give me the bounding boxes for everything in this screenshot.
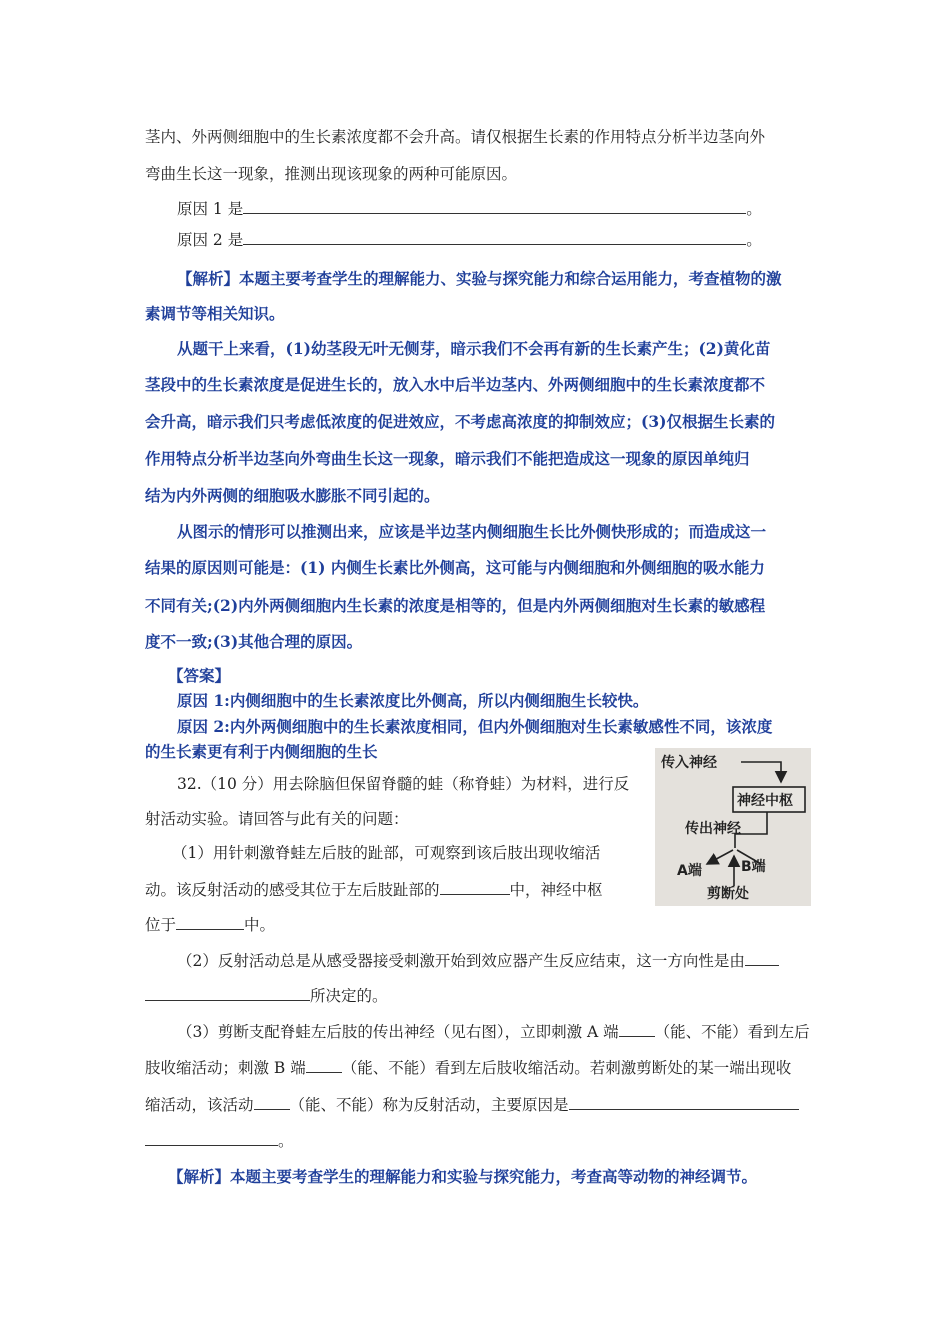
question-line [145,914,275,936]
period: 。 [746,231,762,249]
answer-line: 原因 2:内外两侧细胞中的生长素浓度相同，但内外侧细胞对生长素敏感性不同，该浓度 [177,717,773,736]
reason-2-label: 原因 2 是 [177,231,244,249]
analysis-line: 作用特点分析半边茎向外弯曲生长这一现象，暗示我们不能把造成这一现象的原因单纯归 [145,449,750,468]
answer-blank [243,229,746,245]
answer-line: 原因 1:内侧细胞中的生长素浓度比外侧高，所以内侧细胞生长较快。 [177,691,649,710]
question-line [145,879,603,901]
text: （2）反射活动总是从感受器接受刺激开始到效应器产生反应结束，这一方向性是由 [177,952,745,970]
answer-heading: 【答案】 [168,666,231,685]
analysis-line: 【解析】本题主要考查学生的理解能力和实验与探究能力，考查高等动物的神经调节。 [168,1167,758,1186]
text: 中。 [244,916,276,934]
line: 弯曲生长这一现象，推测出现该现象的两种可能原因。 [145,165,518,183]
reflex-arc-diagram [655,748,811,906]
question-line: 射活动实验。请回答与此有关的问题： [145,810,409,828]
line: 茎内、外两侧细胞中的生长素浓度都不会升高。请仅根据生长素的作用特点分析半边茎向外 [145,128,766,146]
analysis-line: 素调节等相关知识。 [145,304,285,323]
text: 。 [278,1132,294,1150]
question-line: （1）用针刺激脊蛙左后肢的趾部，可观察到该后肢出现收缩活 [172,844,601,862]
answer-blank [745,950,779,966]
text: （能、不能）看到左后 [654,1023,810,1041]
analysis-line: 从图示的情形可以推测出来，应该是半边茎内侧细胞生长比外侧快形成的；而造成这一 [177,522,767,541]
reason-1-label: 原因 1 是 [177,200,244,218]
question-line [145,985,388,1007]
answer-blank [569,1094,799,1110]
efferent-nerve-label: 传出神经 [685,821,741,837]
analysis-line: 不同有关;(2)内外两侧细胞内生长素的浓度是相等的，但是内外两侧细胞对生长素的敏感程 [145,596,766,615]
analysis-line: 从题干上来看，(1)幼茎段无叶无侧芽，暗示我们不会再有新的生长素产生；(2)黄化苗 [177,339,771,358]
cut-point-label: 剪断处 [707,886,749,902]
question-line [145,1057,791,1079]
reason-1-line [177,198,762,220]
text: （3）剪断支配脊蛙左后肢的传出神经（见右图），立即刺激 A 端 [177,1023,619,1041]
question-line: 32.（10 分）用去除脑但保留脊髓的蛙（称脊蛙）为材料，进行反 [177,775,630,793]
text: 肢收缩活动；刺激 B 端 [145,1059,306,1077]
text: 位于 [145,916,177,934]
analysis-line: 茎段中的生长素浓度是促进生长的，放入水中后半边茎内、外两侧细胞中的生长素浓度都不 [145,375,766,394]
text: （能、不能）看到左后肢收缩活动。若刺激剪断处的某一端出现收 [341,1059,792,1077]
answer-blank [306,1057,342,1073]
end-a-label: A端 [677,863,702,879]
analysis-line: 【解析】本题主要考查学生的理解能力、实验与探究能力和综合运用能力，考查植物的激 [177,269,782,288]
answer-line: 的生长素更有利于内侧细胞的生长 [145,742,378,761]
text: 缩活动，该活动 [145,1096,254,1114]
answer-blank [145,985,310,1001]
answer-blank [243,198,746,214]
end-b-label: B端 [741,859,766,875]
answer-blank [176,914,244,930]
nerve-center-label: 神经中枢 [737,793,793,809]
text: （能、不能）称为反射活动，主要原因是 [289,1096,569,1114]
question-line [177,950,779,972]
question-line [145,1094,799,1116]
text: 所决定的。 [310,987,388,1005]
analysis-line: 会升高，暗示我们只考虑低浓度的促进效应，不考虑高浓度的抑制效应；(3)仅根据生长素的 [145,412,775,431]
answer-blank [619,1021,655,1037]
reflex-arc-svg [655,748,811,906]
answer-blank [440,879,510,895]
answer-blank [145,1130,278,1146]
analysis-line: 结为内外两侧的细胞吸水膨胀不同引起的。 [145,486,440,505]
question-line [177,1021,810,1043]
analysis-line: 度不一致;(3)其他合理的原因。 [145,632,363,651]
afferent-nerve-label: 传入神经 [661,755,717,771]
analysis-line: 结果的原因则可能是：(1) 内侧生长素比外侧高，这可能与内侧细胞和外侧细胞的吸水能力 [145,558,765,577]
period: 。 [746,200,762,218]
reason-2-line [177,229,762,251]
text: 中，神经中枢 [509,881,603,899]
answer-blank [254,1094,290,1110]
text: 动。该反射活动的感受其位于左后肢趾部的 [145,881,440,899]
question-line [145,1130,294,1152]
